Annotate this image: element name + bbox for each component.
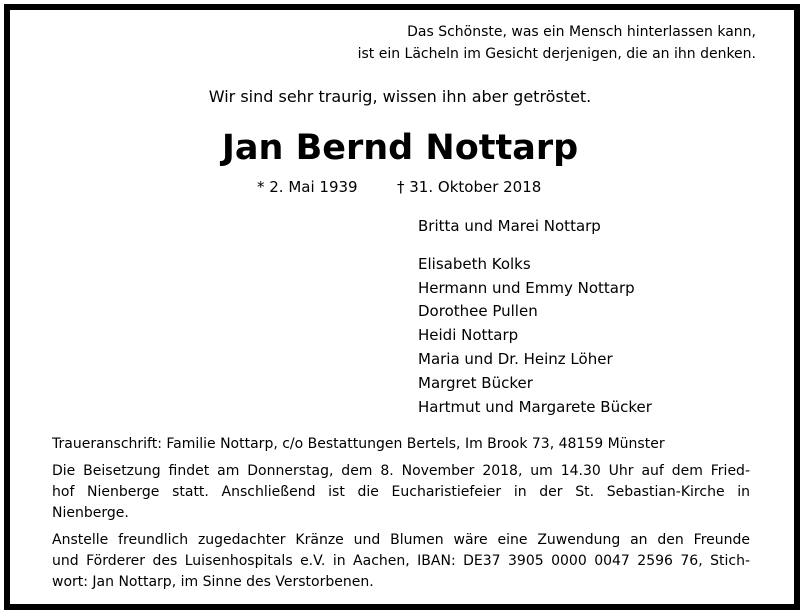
donation-line: wort: Jan Nottarp, im Sinne des Verstorbenen. xyxy=(52,574,374,590)
quote-line-1: Das Schönste, was ein Mensch hinterlassen kann, xyxy=(407,24,756,40)
condolence-address xyxy=(52,434,750,455)
donation-notice xyxy=(52,530,750,593)
quote-line-2: ist ein Lächeln im Gesicht derjenigen, die an ihn denken. xyxy=(357,46,756,62)
address-line: Traueranschrift: Familie Nottarp, c/o Bestattungen Bertels, Im Brook 73, 48159 Münster xyxy=(52,436,665,452)
notice-section xyxy=(52,434,750,593)
mourner: Hartmut und Margarete Bücker xyxy=(418,397,652,416)
birth-date: * 2. Mai 1939 xyxy=(257,178,358,196)
mourner: Margret Bücker xyxy=(418,373,533,392)
life-dates xyxy=(0,176,800,200)
mourner: Heidi Nottarp xyxy=(418,326,519,345)
mourners-list xyxy=(418,215,778,419)
deceased-name: Jan Bernd Nottarp xyxy=(221,128,579,168)
mourner-primary: Britta und Marei Nottarp xyxy=(418,217,601,235)
funeral-line: Nienberge. xyxy=(52,505,129,521)
mourner: Elisabeth Kolks xyxy=(418,254,531,273)
mourner: Hermann und Emmy Nottarp xyxy=(418,278,635,297)
donation-line: und Förderer des Luisenhospitals e.V. in Aachen, IBAN: DE37 3905 0000 0047 2596 76, Stich- xyxy=(52,553,750,569)
death-date: † 31. Oktober 2018 xyxy=(397,178,542,196)
mourner: Maria und Dr. Heinz Löher xyxy=(418,349,613,368)
funeral-line: Die Beisetzung findet am Donnerstag, dem 8. November 2018, um 14.30 Uhr auf dem Fried- xyxy=(52,463,750,479)
intro-text: Wir sind sehr traurig, wissen ihn aber getröstet. xyxy=(208,87,592,106)
donation-line: Anstelle freundlich zugedachter Kränze und Blumen wäre eine Zuwendung an den Freunde xyxy=(52,532,750,548)
mourner: Dorothee Pullen xyxy=(418,302,538,321)
funeral-line: hof Nienberge statt. Anschließend ist die Eucharistiefeier in der St. Sebastian-Kirche in xyxy=(52,484,750,500)
memorial-quote xyxy=(256,21,756,65)
funeral-notice xyxy=(52,461,750,524)
